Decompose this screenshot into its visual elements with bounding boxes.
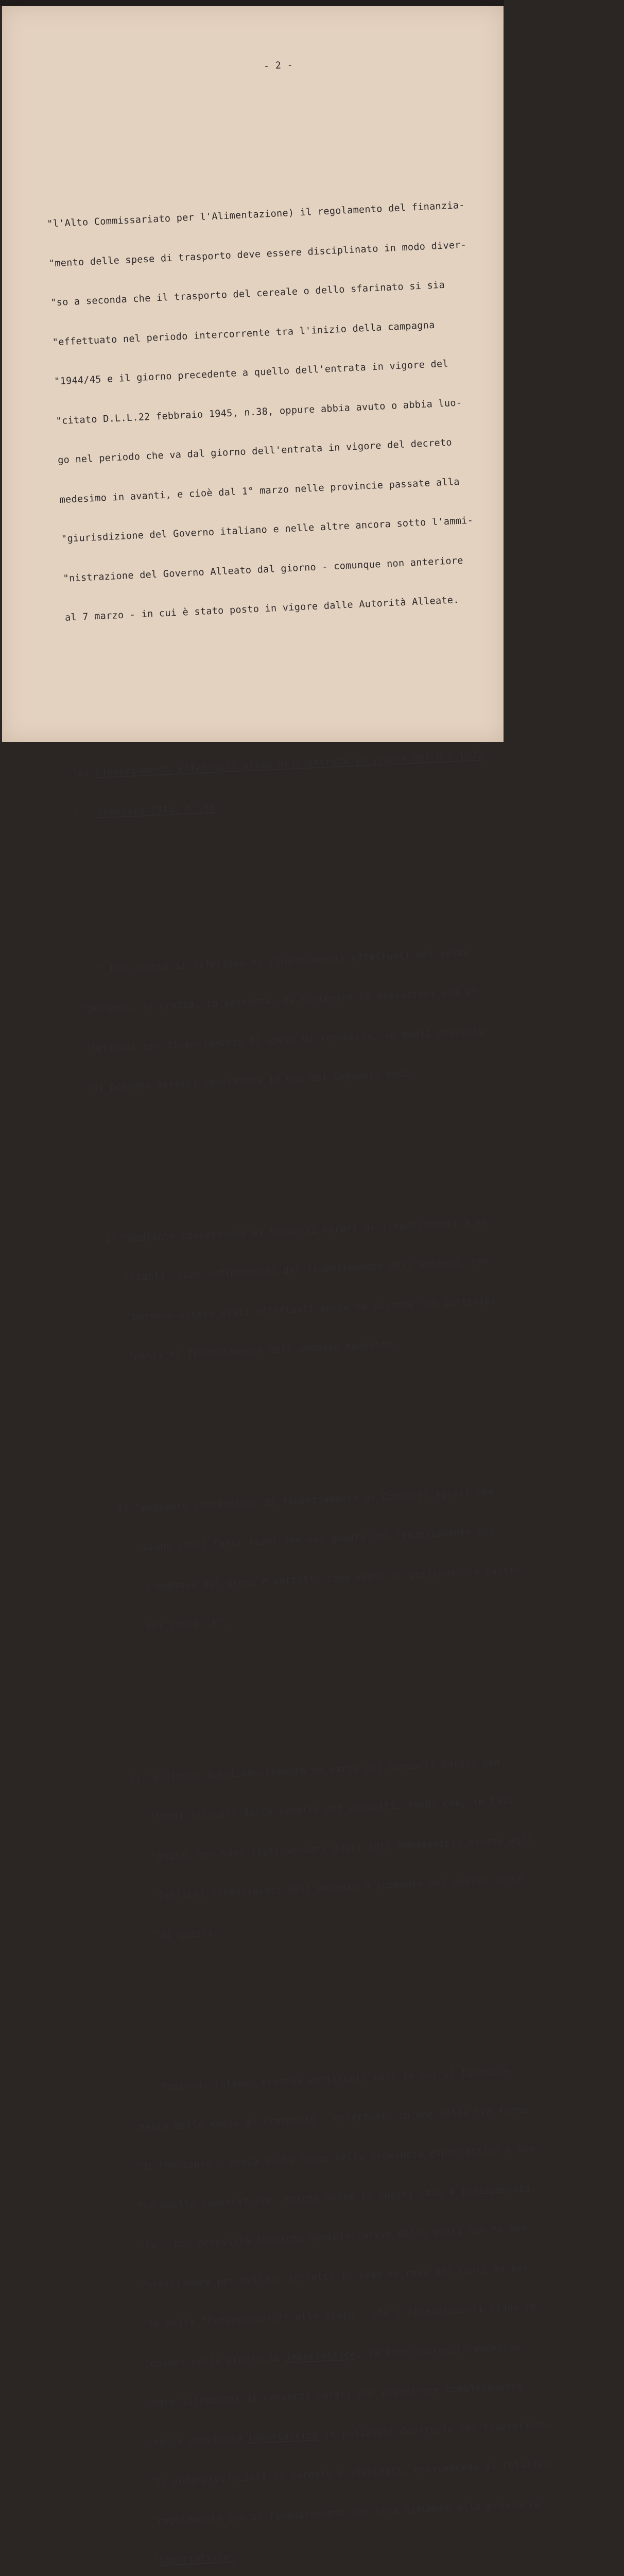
paragraph-line: "ti interprovinciali di cereale e sfarinati, provvedendo al relativo: [149, 2458, 550, 2488]
paragraph-line: [144, 2336, 612, 2371]
text-run: ": [152, 2555, 160, 2567]
paragraph-line: [153, 2533, 621, 2568]
list-item-line: 2) "mediante concessione di finanziamenti ai Consorzi Agrari che: [105, 1486, 494, 1515]
document-page: [2, 6, 554, 2567]
intro-line: al 7 marzo - in cui è stato posto in vigore dalle Autorità Alleate.: [64, 595, 460, 623]
paragraph-line: "regolamento con il finanziamento che farà assumere alla provincia: [151, 2498, 540, 2527]
list-item-line: 3) "mediante autofinanziamento da parte dei Consorzi Agrari con: [117, 1756, 500, 1785]
paragraph-final: [130, 2035, 622, 2576]
text-run: le posizioni debitorie per trasferimen-: [318, 2418, 554, 2441]
section-heading-a: [71, 720, 543, 848]
intro-line: "1944/45 e il giorno precedente a quello dell'entrata in vigore del: [54, 358, 449, 387]
intro-line: "so a seconda che il trasporto del cereale o dello sfarinato si sia: [50, 279, 445, 309]
list-item-line: "siano stati fatti rientrare nel quadro del finanziamento del-: [107, 1526, 502, 1555]
list-item-line: "guisa, non sono stati versati dagli enti ammassatori stessi agli: [120, 1834, 533, 1863]
intro-line: go nel periodo che va dal giorno dell'entrata in vigore del decreto: [57, 437, 453, 466]
list-item-line: "stanti, cioè indipendenti dal finanziamento dell'ammasso, che: [94, 1256, 490, 1285]
underlined-word: importatrice: [285, 2349, 356, 2363]
paragraph-line: "ni possono essersi concretate in uno dei seguenti modi:: [86, 1067, 416, 1094]
underlined-word: importatrice.: [159, 2551, 236, 2566]
heading-line: [72, 746, 540, 781]
intro-line: "nistrazione del Governo Alleato dal giorno - comunque non anteriore: [63, 555, 464, 584]
intro-line: medesimo in avanti, e cioè dal 1° marzo nelle provincie passate alla: [59, 476, 460, 505]
paragraph-line: "in quella importatrice. Poichè anche in questi casi è indispensabi-: [136, 2182, 538, 2212]
paragraph-line: "fettuate per finanziamento di spese di trasporto, le quali operazio-: [84, 1025, 491, 1055]
list-item-line: "l'ammasso del grano e portati, come spese di gestione", a carico: [109, 1564, 521, 1594]
underlined-word: importatrice: [247, 2429, 319, 2444]
paragraph-line: "mento delle spese di trasporto - effettuato in una delle tre forme: [133, 2104, 528, 2133]
list-item-3: [116, 1725, 595, 1970]
paragraph-line: " Per quanto si riferisce ai finanziamenti effettuati nel primo: [80, 947, 470, 976]
paragraph-line: "prescindere per evitare intralci in sede di resa dei conti da par-: [140, 2262, 535, 2291]
page-number: - 2 -: [263, 59, 293, 72]
paragraph-line: "le - per necessità tecniche amministrative dalle quali non si può: [138, 2223, 528, 2251]
intro-line: "giurisdizione del Governo italiano e nelle altre ancora sotto l'ammi-: [61, 515, 474, 545]
intro-line: "citato D.L.L.22 febbraio 1945, n.38, oppure abbia avuto o abbia luo-: [56, 397, 462, 427]
list-item-line: 1) "mediante concessione ai Consorzi Agrari di finanziamenti a sè: [93, 1216, 488, 1246]
heading-text: Finanziamenti effettuati prima dell'entrata in vigore del D.L.L.22: [95, 749, 484, 778]
heading-prefix: "A): [72, 767, 96, 779]
list-item-line: "panti al finanziamento dell'ammasso medesimo;: [98, 1338, 399, 1364]
typed-text-body: [40, 51, 624, 2576]
paragraph-first-period: [79, 916, 556, 1121]
intro-paragraph: [46, 170, 535, 651]
list-item-line: "del conto "A";: [110, 1617, 229, 1633]
paragraph-line: " Possono, infine, essersi verificati casi in cui il finanzia-: [131, 2065, 514, 2094]
scan-top-border: [0, 0, 514, 6]
heading-text: febbraio 1945, n°.38: [97, 802, 216, 818]
list-item-1: [92, 1186, 568, 1391]
list-item-2: [104, 1455, 580, 1660]
list-item-line: "Istituti finanziatori dell'ammasso a scomputo del debito verso: [123, 1874, 524, 1903]
list-item-line: "fondi ricavati dalla vendita dei prodotti, fondi che, in tale: [119, 1795, 514, 1824]
text-run: , la"Federconsorzi" medesima: [355, 2341, 521, 2360]
intro-line: "effettuato nel periodo intercorrente tra l'inizio della campagna: [52, 319, 435, 348]
intro-line: "l'Alto Commissariato per l'Alimentazione) il regolamento del finanzia-: [46, 199, 465, 230]
paragraph-line: "te della "Federconsorzi" allo Stato - che i finanziamenti siano re-: [142, 2301, 543, 2330]
list-item-line: "possono essere stati effettuati anche da Aziende non partecipi-: [96, 1295, 503, 1324]
heading-prefix: ": [73, 807, 98, 820]
paragraph-line: "periodo, si tratta, in sostanza, di sistemare le operazioni già ef-: [82, 986, 483, 1015]
intro-line: "mento delle spese di trasporto deve essere disciplinato in modo diver-: [48, 239, 467, 269]
paragraph-line: [147, 2415, 616, 2449]
heading-line: [74, 786, 542, 821]
list-item-line: "di questi.: [124, 1927, 219, 1942]
text-run: "nella provincia: [147, 2432, 248, 2448]
text-run: "golati nella provincia: [144, 2352, 286, 2369]
paragraph-line: "darà istruzioni ai Consorzi Agrari per accentrare completamente: [145, 2381, 523, 2409]
paragraph-line: "di che sopra - abbia avuto luogo nella provincia esportatrice e non: [135, 2143, 536, 2173]
